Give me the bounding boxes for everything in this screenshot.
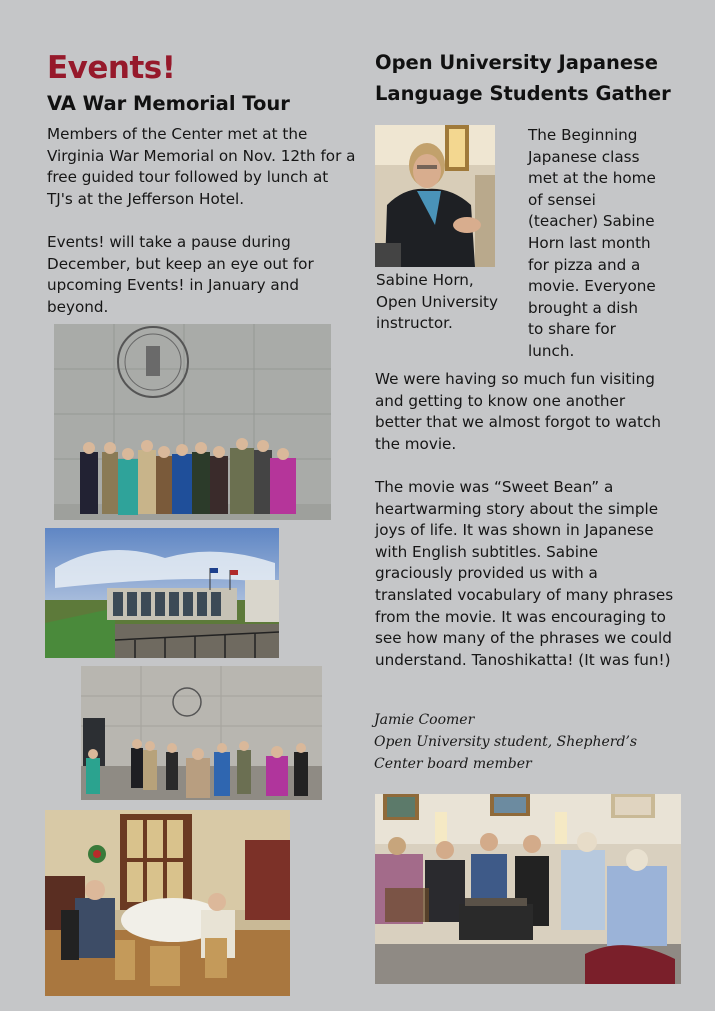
photo-lunch-hotel (45, 810, 290, 996)
war-memorial-paragraph-1: Members of the Center met at the Virginia War Memorial on Nov. 12th for a free guided tour followed by lunch at TJ's at the Jefferson Hotel. (47, 125, 356, 208)
signature-name: Jamie Coomer (374, 712, 475, 728)
war-memorial-paragraph-2: Events! will take a pause during December, but keep an eye out for upcoming Events! in January and beyond. (47, 233, 314, 316)
photo-caption-sabine: Sabine Horn, Open University instructor. (376, 271, 499, 333)
japanese-side-text: The Beginning Japanese class met at the home of sensei (teacher) Sabine Horn last month for pizza and a movie. Everyone brought a dish to share for lunch. (528, 126, 656, 360)
article-title-japanese: Open University Japanese Language Students Gather (375, 51, 671, 105)
photo-sabine-horn (375, 125, 495, 267)
japanese-paragraph-3: The movie was “Sweet Bean” a heartwarming story about the simple joys of life. It was shown in Japanese with English subtitles. Sabine graciously provided us with a translated vocabulary of many phrases from the movie. It was encouraging to see how many of the phrases we could understand. Tanoshikatta! (It was fun!) (375, 478, 674, 669)
signature-role: Open University student, Shepherd’s Center board member (374, 734, 638, 772)
photo-students-living-room (375, 794, 681, 984)
japanese-paragraph-2: We were having so much fun visiting and getting to know one another better that we almost forgot to watch the movie. (375, 370, 661, 453)
section-title: Events! (47, 50, 176, 86)
photo-group-memorial-wall (54, 324, 331, 520)
photo-memorial-interior (81, 666, 322, 800)
photo-memorial-building (45, 528, 279, 658)
article-title-war-memorial: VA War Memorial Tour (47, 92, 290, 115)
